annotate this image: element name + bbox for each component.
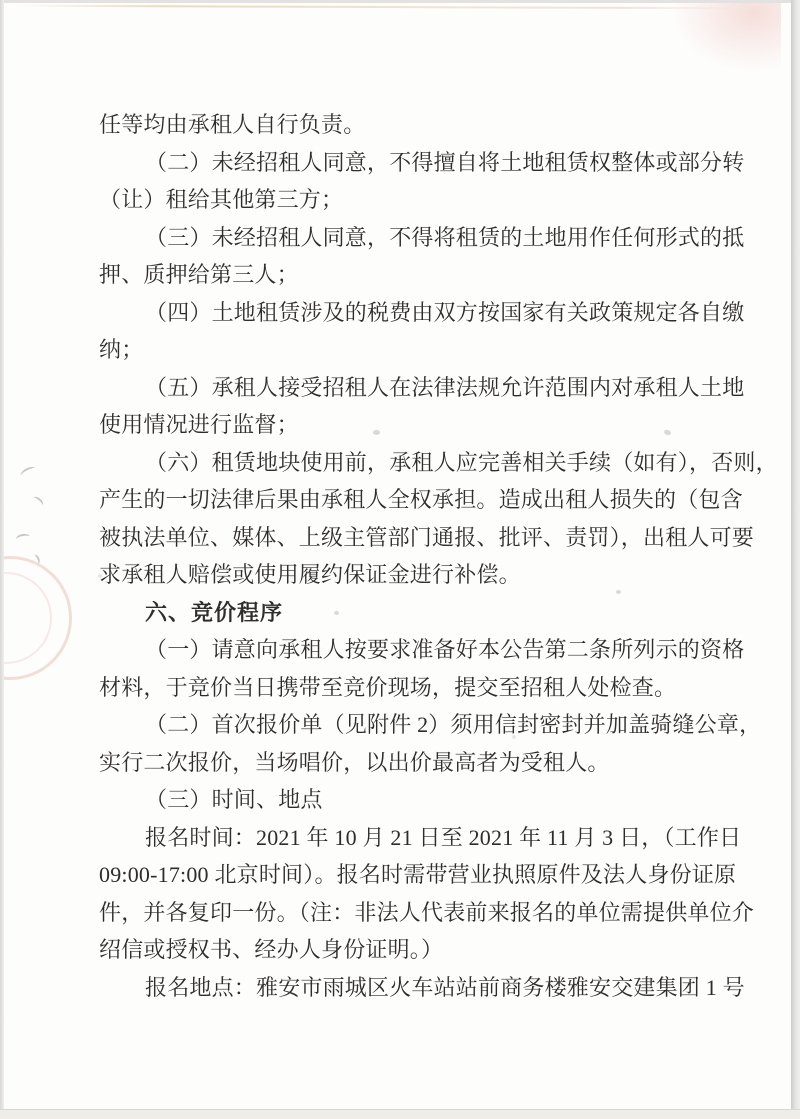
section-heading: 六、竞价程序 <box>145 599 284 625</box>
doc-line: 求承租人赔偿或使用履约保证金进行补偿。 <box>99 562 521 587</box>
doc-line: 绍信或授权书、经办人身份证明。） <box>99 937 444 962</box>
scanner-edge-bottom <box>0 1109 800 1119</box>
doc-line: （三）未经招租人同意，不得将租赁的土地用作任何形式的抵 <box>145 224 745 250</box>
document-body <box>4 0 778 1006</box>
doc-line: （二）首次报价单（见附件 2）须用信封密封并加盖骑缝公章， <box>145 712 762 737</box>
doc-line: 报名时间：2021 年 10 月 21 日至 2021 年 11 月 3 日，（工作日 <box>145 824 742 850</box>
scanner-edge-left <box>0 0 4 1119</box>
doc-line: 被执法单位、媒体、上级主管部门通报、批评、责罚），出租人可要 <box>99 524 755 550</box>
doc-line: （二）未经招租人同意，不得擅自将土地租赁权整体或部分转 <box>145 149 745 175</box>
doc-line: （四）土地租赁涉及的税费由双方按国家有关政策规定各自缴 <box>145 299 745 325</box>
doc-line: （让）租给其他第三方； <box>99 187 344 212</box>
doc-line: 件，并各复印一份。（注：非法人代表前来报名的单位需提供单位介 <box>99 899 755 925</box>
scanner-edge-right <box>791 0 800 1119</box>
doc-line: 产生的一切法律后果由承租人全权承担。造成出租人损失的（包含 <box>99 487 743 512</box>
doc-line: 材料，于竞价当日携带至竞价现场，提交至招租人处检查。 <box>99 674 677 700</box>
doc-line: 押、质押给第三人； <box>99 262 299 287</box>
doc-line: 报名地点：雅安市雨城区火车站站前商务楼雅安交建集团 1 号 <box>145 974 745 1000</box>
document-page <box>4 0 791 1110</box>
scanner-edge-top <box>0 0 800 3</box>
doc-line: 使用情况进行监督； <box>99 412 299 437</box>
doc-line: 09:00-17:00 北京时间）。报名时需带营业执照原件及法人身份证原 <box>99 862 737 887</box>
doc-line: （一）请意向承租人按要求准备好本公告第二条所列示的资格 <box>145 637 745 662</box>
doc-line: 纳； <box>99 337 144 362</box>
doc-line: （六）租赁地块使用前，承租人应完善相关手续（如有），否则， <box>145 449 778 475</box>
doc-line: 任等均由承租人自行负责。 <box>99 112 366 137</box>
doc-line: 实行二次报价，当场唱价，以出价最高者为受租人。 <box>99 749 610 775</box>
doc-line: （五）承租人接受招租人在法律法规允许范围内对承租人土地 <box>145 374 745 400</box>
doc-line: （三）时间、地点 <box>145 787 323 812</box>
